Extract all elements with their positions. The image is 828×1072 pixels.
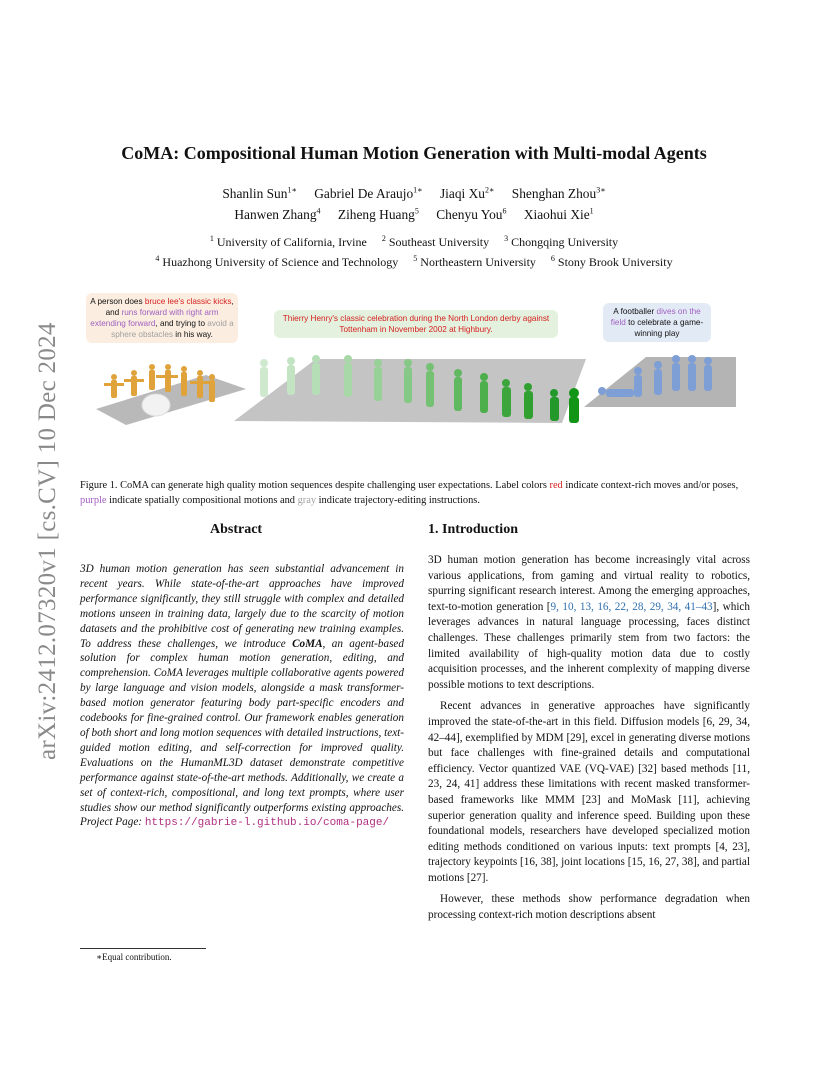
figure-orange [181, 366, 187, 396]
figure-blue [654, 361, 662, 395]
author-row-1 [0, 186, 828, 202]
figure-green [260, 359, 268, 397]
figure-green [550, 389, 559, 421]
author: Jiaqi $Xu^{2∗}$ [439, 186, 495, 202]
figure-orange [124, 370, 144, 396]
paper-title: CoMA: Compositional Human Motion Generation with Multi-modal Agents [121, 143, 707, 163]
author: Xiaohui Xie$^1$ [523, 207, 594, 223]
affiliation: $^3$ Chongqing University [504, 234, 619, 249]
project-page-link[interactable]: https://gabrie-l.github.io/coma-page/ [144, 817, 390, 830]
author: Hanwen Zhang$^4$ [234, 207, 321, 223]
arxiv-stamp-container [14, 260, 61, 760]
affiliation-row-1 [0, 234, 828, 250]
abstract-body: 3D human motion generation has seen substantial advancement in recent years. While state-of-the-art approaches have improved performance significantly, they still struggle with complex and detailed motions unseen in training data, largely due to the scarcity of motion datasets and the prohibitive cost of generating new training examples. To address these challenges, we introduce CoMA, an agent-based solution for complex human motion generation, editing, and comprehension. CoMA leverages multiple collaborative agents powered by large language and vision models, alongside a mask transformer-based motion generator featuring body part-specific encoders and codebooks for fine-grained control. Our framework enables generation of both short and long motion sequences with detailed instructions, text-guided motion editing, and self-correction for improved quality. Evaluations on the HumanML3D dataset demonstrate competitive performance against state-of-the-art methods. Additionally, we create a set of context-rich, compositional, and long text prompts, where user studies show our method significantly outperforms existing approaches. Project Page: https://gabrie-l.github.io/coma-page/ [80, 563, 404, 830]
figure-orange [104, 374, 124, 398]
intro-body [428, 553, 750, 930]
intro-paragraph: However, these methods show performance degradation when processing context-rich motion descriptions absent [428, 893, 750, 922]
left-prompt-bubble: A person does bruce lee's classic kicks, and runs forward with right arm extending forward, and trying to avoid a sphere obstacles in his way. [86, 293, 238, 343]
figure-green [312, 355, 320, 395]
figure-green [524, 383, 533, 419]
affiliation: $^6$ Stony Brook University [550, 254, 673, 269]
figure-orange [149, 364, 155, 390]
figure-blue [672, 355, 680, 391]
author: Ziheng Huang$^5$ [337, 207, 419, 223]
figure-green [426, 363, 434, 407]
intro-paragraph: 3D human motion generation has become increasingly vital across various applications, from gaming and virtual reality to robotics, spurring significant research interest. Among the emerging approaches, text-to-motion generation [9, 10, 13, 16, 22, 28, 29, 34, 41–43], which leverages advances in natural language processing, faces distinct challenges. These challenges primarily stem from two factors: the limited availability of high-quality motion data due to costly acquisition processes, and the inherent complexity of mapping diverse possible motions to text descriptions. [428, 554, 750, 691]
affiliation: $^2$ Southeast University [381, 234, 490, 249]
author: Chenyu You$^6$ [436, 207, 507, 223]
middle-prompt-bubble: Thierry Henry's classic celebration during the North London derby against Tottenham in November 2002 at Highbury. [274, 310, 558, 338]
figure-blue [688, 355, 696, 391]
figure-green [404, 359, 412, 403]
figure-blue [634, 367, 642, 397]
footnote-rule [80, 948, 206, 949]
intro-heading: 1. Introduction [428, 522, 518, 537]
abstract-heading: Abstract [210, 522, 263, 537]
figure-green [374, 359, 382, 401]
figure-green [569, 388, 579, 423]
author: Shanlin Sun$^{1∗}$ [222, 186, 297, 202]
footnote: ∗Equal contribution. [96, 952, 172, 962]
figure-green [344, 355, 352, 397]
teaser-figure [86, 297, 746, 462]
figure-green [287, 357, 295, 395]
affiliation: $^1$ University of California, Irvine [209, 234, 367, 249]
figure-blue [704, 357, 712, 391]
intro-paragraph: Recent advances in generative approaches have significantly improved the state-of-the-art in this field. Diffusion models [6, 29, 34, 42–44], exemplified by MDM [29], excel in generating diverse motions but face challenges with fine-grained details and computational efficiency. Vector quantized VAE (VQ-VAE) [32] based methods [11, 23, 24, 41] address these limitations with recent masked transformer-based frameworks like MMM [23] and MoMask [11], achieving superior generation quality and inference speed. Building upon these foundational models, researchers have developed specialized motion editing methods conditioned on various inputs: text prompts [4, 23], trajectory keypoints [16, 38], joint locations [15, 16, 27, 38], and partial motions [27]. [428, 700, 750, 884]
right-prompt-bubble: A footballer dives on the field to celebrate a game-winning play [603, 303, 711, 342]
sphere-obstacle [142, 394, 170, 416]
affiliation: $^4$ Huazhong University of Science and Technology [155, 254, 399, 269]
author-row-2 [0, 207, 828, 223]
affiliation-row-2 [0, 254, 828, 270]
affiliation: $^5$ Northeastern University [413, 254, 536, 269]
author: Shenghan Zhou$^{3∗}$ [511, 186, 606, 202]
figure-caption: Figure 1. CoMA can generate high quality motion sequences despite challenging user expectations. Label colors red indicate context-rich moves and/or poses, purple indicate spatially compositional motions and gray indicate trajectory-editing instructions. [80, 480, 739, 506]
figure-green [480, 373, 488, 413]
arxiv-stamp: arXiv:2412.07320v1 [cs.CV] 10 Dec 2024 [34, 322, 61, 760]
author: Gabriel De Araujo$^{1∗}$ [314, 186, 423, 202]
figure-green [454, 369, 462, 411]
figure-orange [209, 374, 215, 402]
